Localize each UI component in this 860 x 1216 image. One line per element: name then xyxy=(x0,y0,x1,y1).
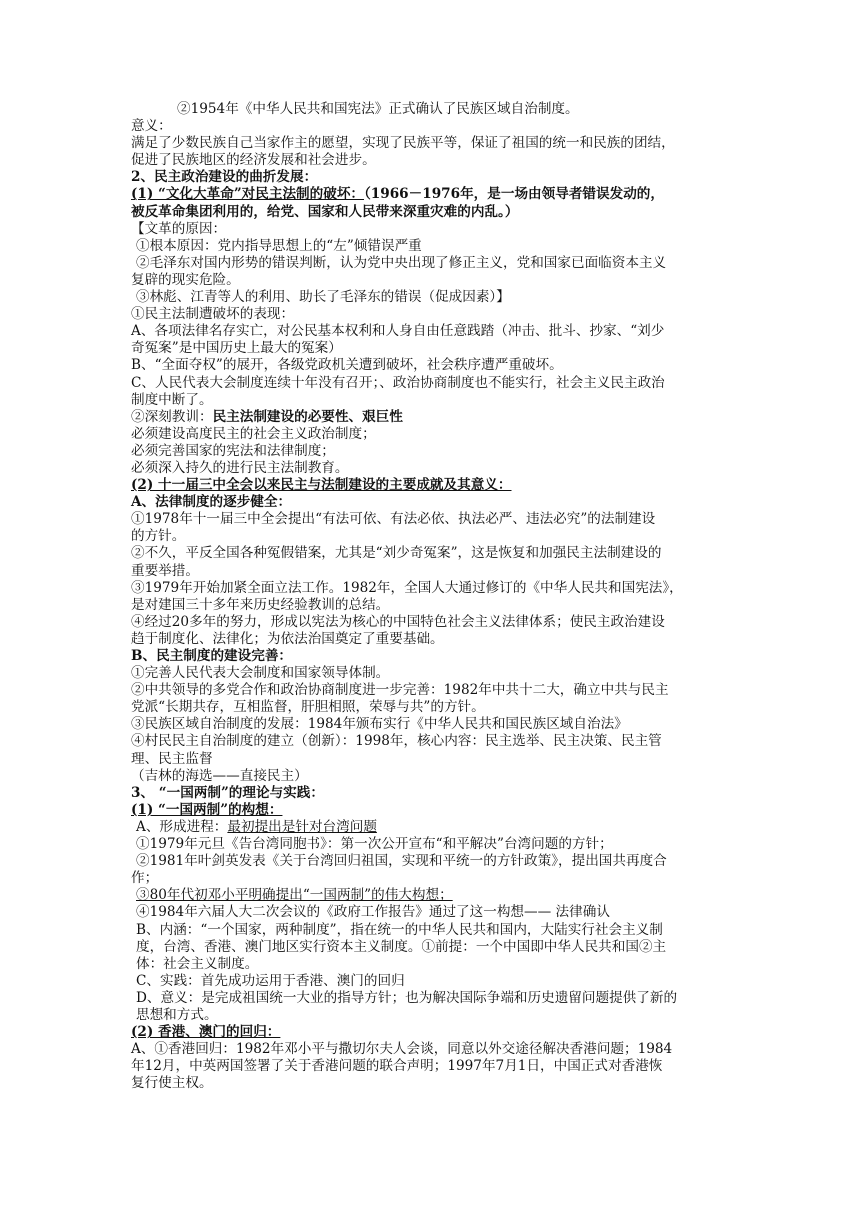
text-line: 制度中断了。 xyxy=(131,391,213,408)
text-line: 促进了民族地区的经济发展和社会进步。 xyxy=(131,152,376,169)
lesson-emphasis: 民主法制建设的必要性、艰巨性 xyxy=(212,408,403,425)
text-line: 重要举措。 xyxy=(131,562,199,579)
text-line: （吉林的海选——直接民主） xyxy=(131,767,308,784)
text-line: B、“全面夺权”的展开，各级党政机关遭到破坏，社会秩序遭严重破坏。 xyxy=(131,357,563,374)
text-line: C、实践：首先成功运用于香港、澳门的回归 xyxy=(136,972,405,989)
text-line: 体：社会主义制度。 xyxy=(136,955,259,972)
text-line: A、各项法律名存实亡，对公民基本权利和人身自由任意践踏（冲击、批斗、抄家、“刘少 xyxy=(131,323,665,340)
text-line: ③1979年开始加紧全面立法工作。1982年，全国人大通过修订的《中华人民共和国宪法》， xyxy=(131,579,683,596)
text-line: ④村民民主自治制度的建立（创新）：1998年，核心内容：民主选举、民主决策、民主管 xyxy=(131,733,662,750)
text-line: D、意义：是完成祖国统一大业的指导方针；也为解决国际争端和历史遗留问题提供了新的 xyxy=(136,989,678,1006)
text-line: 度，台湾、香港、澳门地区实行资本主义制度。①前提：一个中国即中华人民共和国②主 xyxy=(136,938,667,955)
text-line: 必须深入持久的进行民主法制教育。 xyxy=(131,459,349,476)
subsection-heading xyxy=(131,186,732,203)
text-line: ③80年代初邓小平明确提出“一国两制”的伟大构想； xyxy=(136,887,453,904)
text-line: ①完善人民代表大会制度和国家领导体制。 xyxy=(131,665,390,682)
heading-tail: （1966－1976年，是一场由领导者错误发动的， xyxy=(364,186,664,203)
text-line: 年12月，中英两国签署了关于香港问题的联合声明；1997年7月1日，中国正式对香港恢 xyxy=(131,1058,663,1075)
text-line: A、①香港回归：1982年邓小平与撒切尔夫人会谈，同意以外交途径解决香港问题；1984 xyxy=(131,1041,673,1058)
document-body xyxy=(131,101,732,1092)
text-line: 意义： xyxy=(131,118,172,135)
text-line: ①1979年元旦《告台湾同胞书》：第一次公开宣布“和平解决”台湾问题的方针； xyxy=(136,836,613,853)
text-line: ②1981年叶剑英发表《关于台湾回归祖国，实现和平统一的方针政策》，提出国共再度合 xyxy=(136,853,667,870)
text-line: ②中共领导的多党合作和政治协商制度进一步完善：1982年中共十二大，确立中共与民主 xyxy=(131,682,669,699)
text-line: 必须完善国家的宪法和法律制度； xyxy=(131,442,335,459)
text-line: 趋于制度化、法律化；为依法治国奠定了重要基础。 xyxy=(131,630,444,647)
text-line: 奇冤案”是中国历史上最大的冤案） xyxy=(131,340,342,357)
process-label: A、形成进程： xyxy=(136,818,228,835)
text-line: C、人民代表大会制度连续十年没有召开；、政治协商制度也不能实行，社会主义民主政治 xyxy=(131,374,665,391)
text-line: 必须建设高度民主的社会主义政治制度； xyxy=(131,425,376,442)
text-line: ③民族区域自治制度的发展：1984年颁布实行《中华人民共和国民族区域自治法》 xyxy=(131,716,628,733)
text-line: ②毛泽东对国内形势的错误判断，认为党中央出现了修正主义，党和国家已面临资本主义 xyxy=(136,254,667,271)
text-line: ②1954年《中华人民共和国宪法》正式确认了民族区域自治制度。 xyxy=(177,101,579,117)
text-line: 作； xyxy=(131,870,159,887)
text-line: ③林彪、江青等人的利用、助长了毛泽东的错误（促成因素）】 xyxy=(136,289,510,306)
text-line: B、内涵：“一个国家，两种制度”，指在统一的中华人民共和国内，大陆实行社会主义制 xyxy=(136,921,663,938)
text-line: ①民主法制遭破坏的表现： xyxy=(131,306,295,323)
subsection-heading: (2) 香港、澳门的回归： xyxy=(131,1024,281,1041)
text-line: ②不久，平反全国各种冤假错案，尤其是“刘少奇冤案”，这是恢复和加强民主法制建设的 xyxy=(131,545,662,562)
text-line: 复辟的现实危险。 xyxy=(131,271,240,288)
section-heading: 3、 “一国两制”的理论与实践： xyxy=(131,784,324,801)
text-line: 的方针。 xyxy=(131,528,186,545)
text-line: 被反革命集团利用的，给党、国家和人民带来深重灾难的内乱。） xyxy=(131,203,519,220)
text-line: 理、民主监督 xyxy=(131,750,213,767)
heading-underlined: (1) “文化大革命”对民主法制的破坏： xyxy=(131,186,365,203)
text-line: 思想和方式。 xyxy=(136,1006,218,1023)
subsection-heading: (1) “一国两制”的构想： xyxy=(131,801,283,818)
process-underlined: 最初提出是针对台湾问题 xyxy=(227,818,377,835)
subsection-heading: (2) 十一届三中全会以来民主与法制建设的主要成就及其意义： xyxy=(131,477,512,494)
text-line: ④经过20多年的努力，形成以宪法为核心的中国特色社会主义法律体系；使民主政治建设 xyxy=(131,613,665,630)
text-line: 复行使主权。 xyxy=(131,1075,213,1092)
text-line: ①1978年十一届三中全会提出“有法可依、有法必依、执法必严、违法必究”的法制建设 xyxy=(131,511,656,528)
section-heading: 2、民主政治建设的曲折发展： xyxy=(131,169,318,186)
text-line: 是对建国三十多年来历史经验教训的总结。 xyxy=(131,596,390,613)
text-line: 满足了少数民族自己当家作主的愿望，实现了民族平等，保证了祖国的统一和民族的团结， xyxy=(131,135,675,152)
text-line xyxy=(131,819,732,836)
text-line: ④1984年六届人大二次会议的《政府工作报告》通过了这一构想—— 法律确认 xyxy=(136,904,610,921)
text-line: 党派“长期共存，互相监督，肝胆相照，荣辱与共”的方针。 xyxy=(131,699,485,716)
text-line: ①根本原因：党内指导思想上的“左”倾错误严重 xyxy=(136,237,422,254)
text-line xyxy=(131,409,732,426)
text-line: 【文革的原因： xyxy=(131,220,227,237)
lesson-label: ②深刻教训： xyxy=(131,408,213,425)
subsection-heading: B、民主制度的建设完善： xyxy=(131,648,293,664)
subsection-heading: A、法律制度的逐步健全： xyxy=(131,494,292,511)
